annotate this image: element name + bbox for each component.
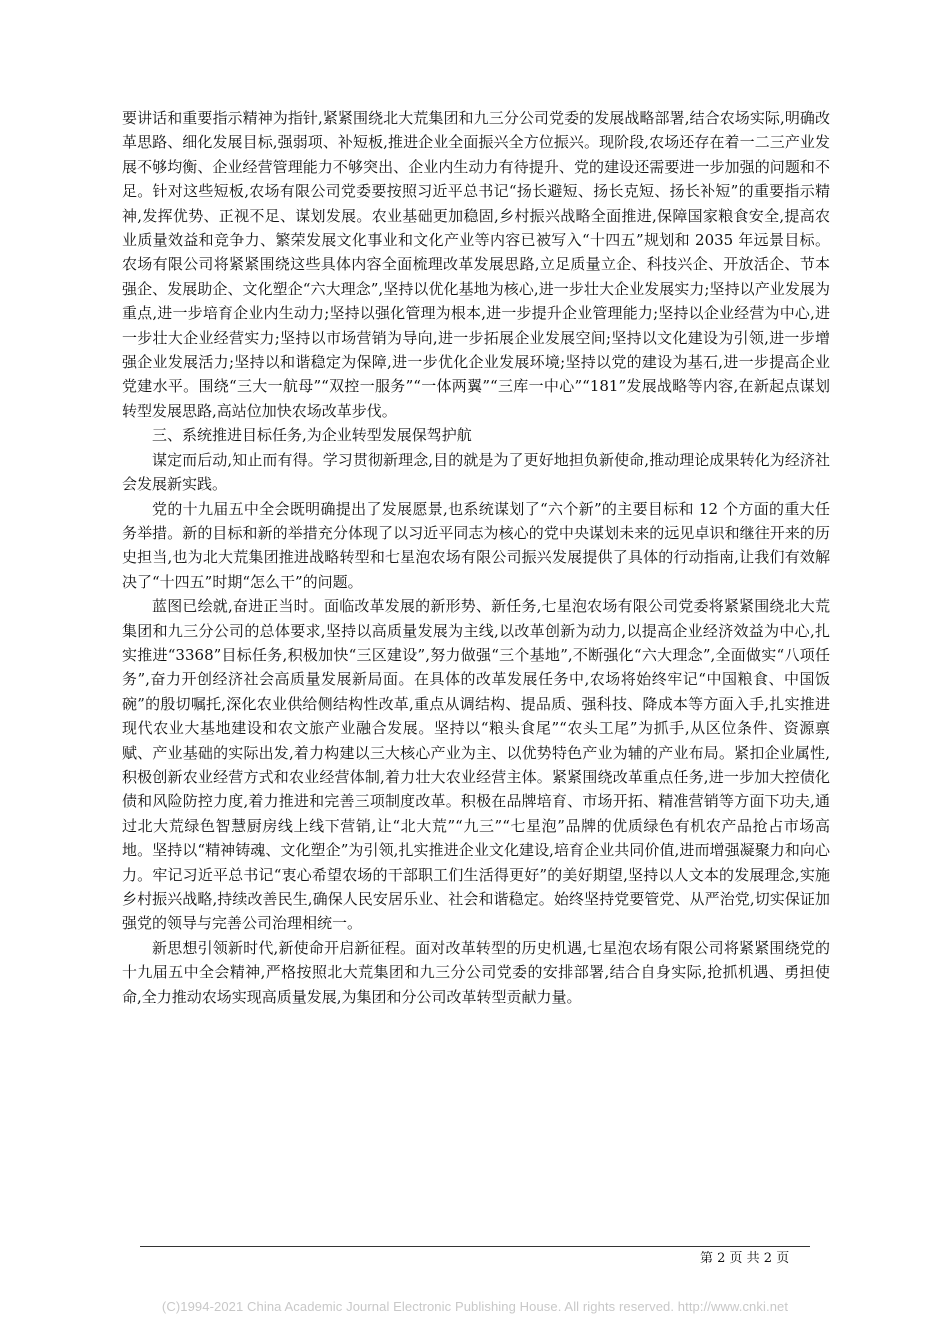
paragraph: 党的十九届五中全会既明确提出了发展愿景,也系统谋划了“六个新”的主要目标和 12 个方面的重大任务举措。新的目标和新的举措充分体现了以习近平同志为核心的党中央谋划未来的远见卓识和继往开来的历史担当,也为北大荒集团推进战略转型和七星泡农场有限公司振兴发展提供了具体的行动指南,让我们有效解决了“十四五”时期“怎么干”的问题。 xyxy=(122,499,830,591)
paragraph: 新思想引领新时代,新使命开启新征程。面对改革转型的历史机遇,七星泡农场有限公司将紧紧围绕党的十九届五中全会精神,严格按照北大荒集团和九三分公司党委的安排部署,结合自身实际,抢抓机遇、勇担使命,全力推动农场实现高质量发展,为集团和分公司改革转型贡献力量。 xyxy=(122,938,830,1006)
document-body xyxy=(122,106,830,1009)
section-heading: 三、系统推进目标任务,为企业转型发展保驾护航 xyxy=(152,426,472,445)
paragraph-continued: 要讲话和重要指示精神为指针,紧紧围绕北大荒集团和九三分公司党委的发展战略部署,结合农场实际,明确改革思路、细化发展目标,强弱项、补短板,推进企业全面振兴全方位振兴。现阶段,农场还存在着一二三产业发展不够均衡、企业经营管理能力不够突出、企业内生动力有待提升、党的建设还需要进一步加强的问题和不足。针对这些短板,农场有限公司党委要按照习近平总书记“扬长避短、扬长克短、扬长补短”的重要指示精神,发挥优势、正视不足、谋划发展。农业基础更加稳固,乡村振兴战略全面推进,保障国家粮食安全,提高农业质量效益和竞争力、繁荣发展文化事业和文化产业等内容已被写入“十四五”规划和 2035 年远景目标。农场有限公司将紧紧围绕这些具体内容全面梳理改革发展思路,立足质量立企、科技兴企、开放活企、节本强企、发展助企、文化塑企“六大理念”,坚持以优化基地为核心,进一步壮大企业发展实力;坚持以产业发展为重点,进一步培育企业内生动力;坚持以强化管理为根本,进一步提升企业管理能力;坚持以企业经营为中心,进一步壮大企业经营实力;坚持以市场营销为导向,进一步拓展企业发展空间;坚持以文化建设为引领,进一步增强企业发展活力;坚持以和谐稳定为保障,进一步优化企业发展环境;坚持以党的建设为基石,进一步提高企业党建水平。围绕“三大一航母”“双控一服务”“一体两翼”“三库一中心”“181”发展战略等内容,在新起点谋划转型发展思路,高站位加快农场改革步伐。 xyxy=(122,109,830,420)
page-number: 第 2 页 共 2 页 xyxy=(700,1251,790,1266)
paragraph: 蓝图已绘就,奋进正当时。面临改革发展的新形势、新任务,七星泡农场有限公司党委将紧紧围绕北大荒集团和九三分公司的总体要求,坚持以高质量发展为主线,以改革创新为动力,以提高企业经济效益为中心,扎实推进“3368”目标任务,积极加快“三区建设”,努力做强“三个基地”,不断强化“六大理念”,全面做实“八项任务”,奋力开创经济社会高质量发展新局面。在具体的改革发展任务中,农场将始终牢记“中国粮食、中国饭碗”的殷切嘱托,深化农业供给侧结构性改革,重点从调结构、提品质、强科技、降成本等方面入手,扎实推进现代农业大基地建设和农文旅产业融合发展。坚持以“粮头食尾”“农头工尾”为抓手,从区位条件、资源禀赋、产业基础的实际出发,着力构建以三大核心产业为主、以优势特色产业为辅的产业布局。紧扣企业属性,积极创新农业经营方式和农业经营体制,着力壮大农业经营主体。紧紧围绕改革重点任务,进一步加大控债化债和风险防控力度,着力推进和完善三项制度改革。积极在品牌培育、市场开拓、精准营销等方面下功夫,通过北大荒绿色智慧厨房线上线下营销,让“北大荒”“九三”“七星泡”品牌的优质绿色有机农产品抢占市场高地。坚持以“精神铸魂、文化塑企”为引领,扎实推进企业文化建设,培育企业共同价值,进而增强凝聚力和向心力。牢记习近平总书记“衷心希望农场的干部职工们生活得更好”的美好期望,坚持以人文本的发展理念,实施乡村振兴战略,持续改善民生,确保人民安居乐业、社会和谐稳定。始终坚持党要管党、从严治党,切实保证加强党的领导与完善公司治理相统一。 xyxy=(122,597,830,933)
footer-divider xyxy=(140,1246,810,1247)
copyright-watermark: (C)1994-2021 China Academic Journal Electronic Publishing House. All rights reserved. http://www.cnki.net xyxy=(161,1299,789,1314)
paragraph: 谋定而后动,知止而有得。学习贯彻新理念,目的就是为了更好地担负新使命,推动理论成果转化为经济社会发展新实践。 xyxy=(122,450,830,494)
